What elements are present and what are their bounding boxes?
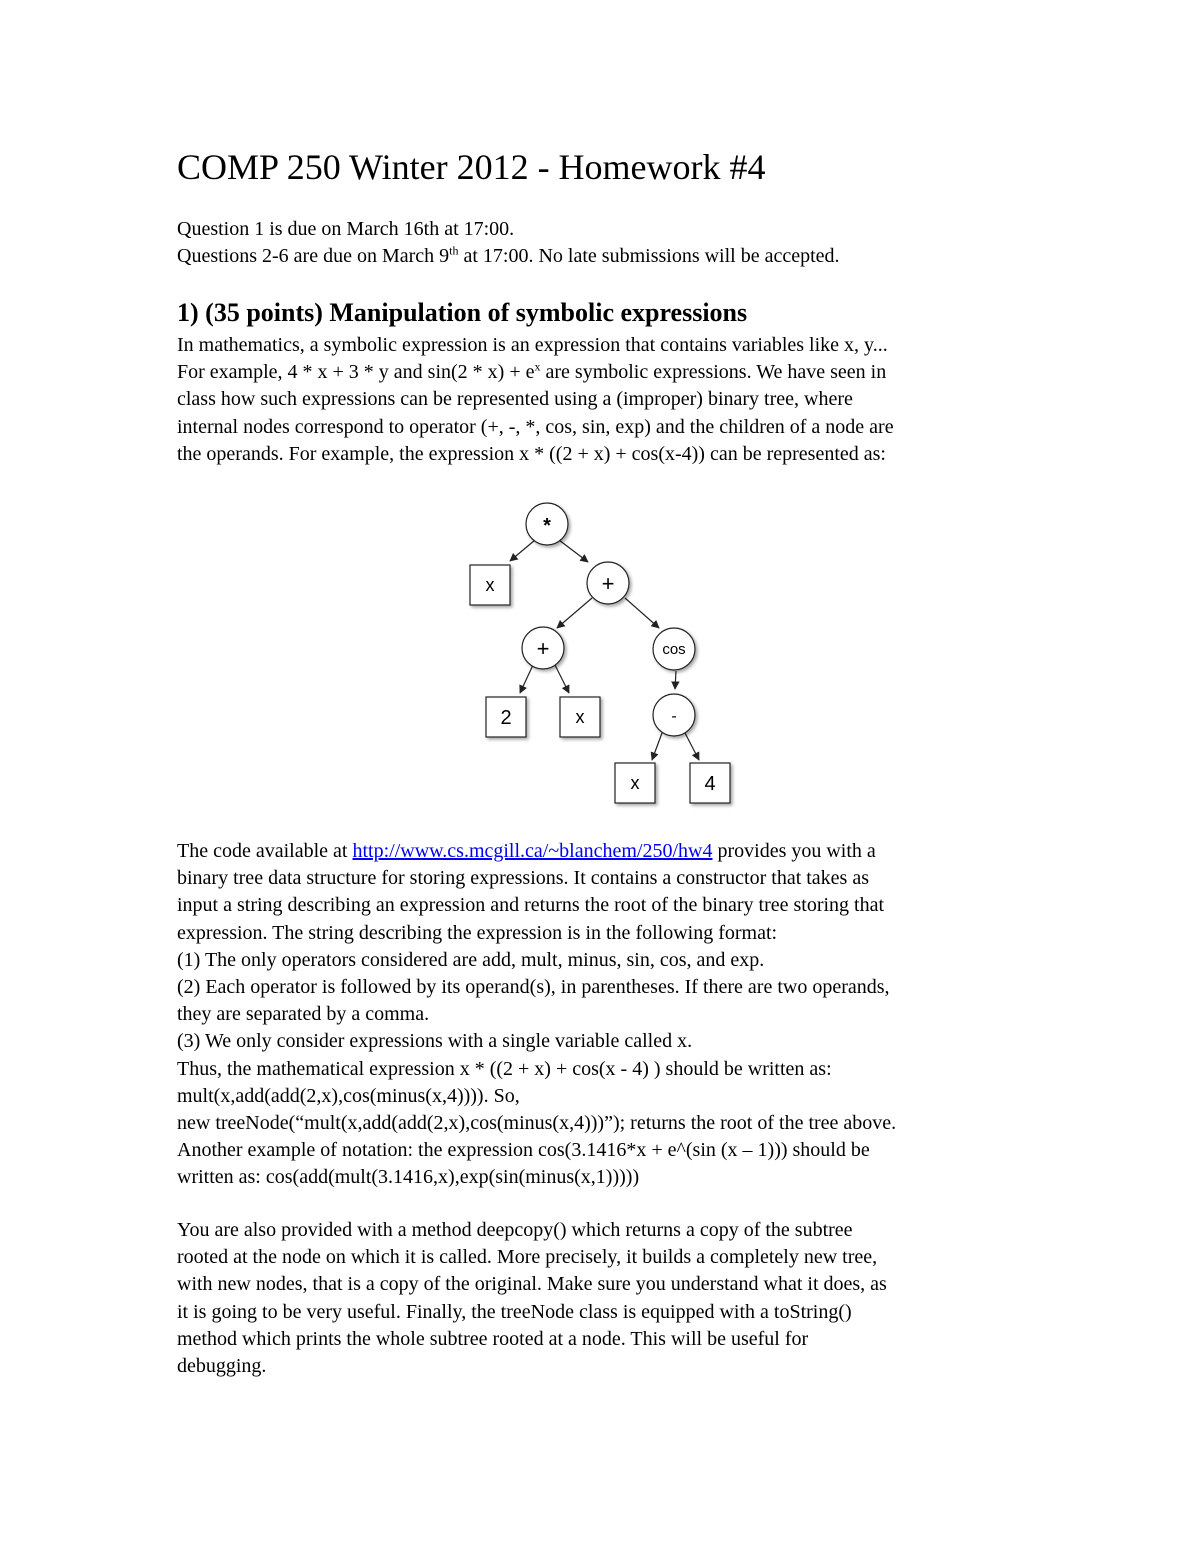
extra-line: You are also provided with a method deepcopy() which returns a copy of the subtree [177, 1219, 853, 1241]
edge-cos-minus [675, 671, 676, 689]
intro-line: internal nodes correspond to operator (+, -, *, cos, sin, exp) and the children of a node are [177, 415, 894, 438]
intro-line: class how such expressions can be represented using a (improper) binary tree, where [177, 388, 853, 411]
intro-line: the operands. For example, the expression x * ((2 + x) + cos(x-4)) can be represented as: [177, 442, 886, 465]
edge-minus-4 [685, 733, 699, 760]
tree-node-labels [486, 515, 716, 795]
due-line-2-superscript: th [449, 243, 459, 258]
code-line: mult(x,add(add(2,x),cos(minus(x,4)))). So, [177, 1084, 520, 1107]
intro-line-text: For example, 4 * x + 3 * y and sin(2 * x) + e [177, 361, 535, 384]
edge-plus-plus [557, 598, 592, 628]
due-line-2-tail: at 17:00. No late submissions will be accepted. [458, 245, 840, 267]
hw4-code-link[interactable]: http://www.cs.mcgill.ca/~blanchem/250/hw4 [352, 840, 713, 862]
code-line: Thus, the mathematical expression x * ((2 + x) + cos(x - 4) ) should be written as: [177, 1057, 832, 1080]
extra-line: method which prints the whole subtree rooted at a node. This will be useful for [177, 1327, 809, 1350]
edge-plus-cos [625, 598, 659, 628]
node-minus-label: - [671, 708, 677, 725]
node-plus-inner-label: + [536, 636, 550, 661]
node-cos-label: cos [662, 641, 686, 658]
edge-plus-2 [520, 665, 533, 693]
extra-line: debugging. [177, 1354, 267, 1377]
edge-minus-x [652, 733, 662, 760]
node-x-left-label: x [485, 575, 495, 595]
code-line: (2) Each operator is followed by its operand(s), in parentheses. If there are two operands, [177, 975, 890, 998]
extra-line: it is going to be very useful. Finally, the treeNode class is equipped with a toString() [177, 1300, 852, 1323]
section-1-intro [177, 332, 894, 468]
code-line: they are separated by a comma. [177, 1003, 430, 1026]
node-two-label: 2 [500, 707, 512, 729]
due-dates [177, 216, 840, 270]
due-line-1: Question 1 is due on March 16th at 17:00. [177, 218, 515, 240]
node-four-label: 4 [704, 773, 716, 795]
code-line: (1) The only operators considered are add, mult, minus, sin, cos, and exp. [177, 948, 765, 971]
intro-line: In mathematics, a symbolic expression is an expression that contains variables like x, y... [177, 334, 888, 356]
edge-root-plus [559, 540, 588, 562]
code-description [177, 838, 896, 1191]
edge-root-x [510, 540, 535, 561]
exponent-superscript: x [534, 359, 541, 374]
due-line-2 [177, 243, 840, 270]
intro-line [177, 359, 894, 386]
node-x-bottom-label: x [630, 773, 640, 793]
extra-line: with new nodes, that is a copy of the original. Make sure you understand what it does, as [177, 1273, 887, 1296]
node-x-mid-label: x [575, 707, 585, 727]
code-line-text: The code available at [177, 840, 353, 862]
tree-node-shapes [470, 503, 730, 803]
code-line: written as: cos(add(mult(3.1416,x),exp(sin(minus(x,1))))) [177, 1166, 640, 1189]
page-title: COMP 250 Winter 2012 - Homework #4 [177, 147, 766, 187]
extra-line: rooted at the node on which it is called. More precisely, it builds a completely new tree, [177, 1246, 878, 1269]
deepcopy-description [177, 1217, 887, 1380]
code-line: Another example of notation: the expression cos(3.1416*x + e^(sin (x – 1))) should be [177, 1139, 870, 1162]
intro-line-tail: are symbolic expressions. We have seen in [540, 361, 887, 384]
code-line: new treeNode(“mult(x,add(add(2,x),cos(minus(x,4)))”); returns the root of the tree above. [177, 1111, 897, 1134]
code-line: expression. The string describing the expression is in the following format: [177, 921, 778, 944]
code-line: (3) We only consider expressions with a single variable called x. [177, 1030, 693, 1053]
code-line [177, 838, 896, 865]
node-plus-right-label: + [601, 571, 615, 596]
code-line: input a string describing an expression and returns the root of the binary tree storing that [177, 894, 885, 917]
code-line-tail: provides you with a [712, 840, 876, 862]
section-1-heading: 1) (35 points) Manipulation of symbolic expressions [177, 298, 748, 327]
code-line: binary tree data structure for storing expressions. It contains a constructor that takes as [177, 867, 870, 890]
node-root-label: * [543, 515, 551, 537]
edge-plus-x [555, 665, 569, 693]
expression-tree-diagram [455, 495, 755, 815]
due-line-2-text: Questions 2-6 are due on March 9 [177, 245, 450, 267]
